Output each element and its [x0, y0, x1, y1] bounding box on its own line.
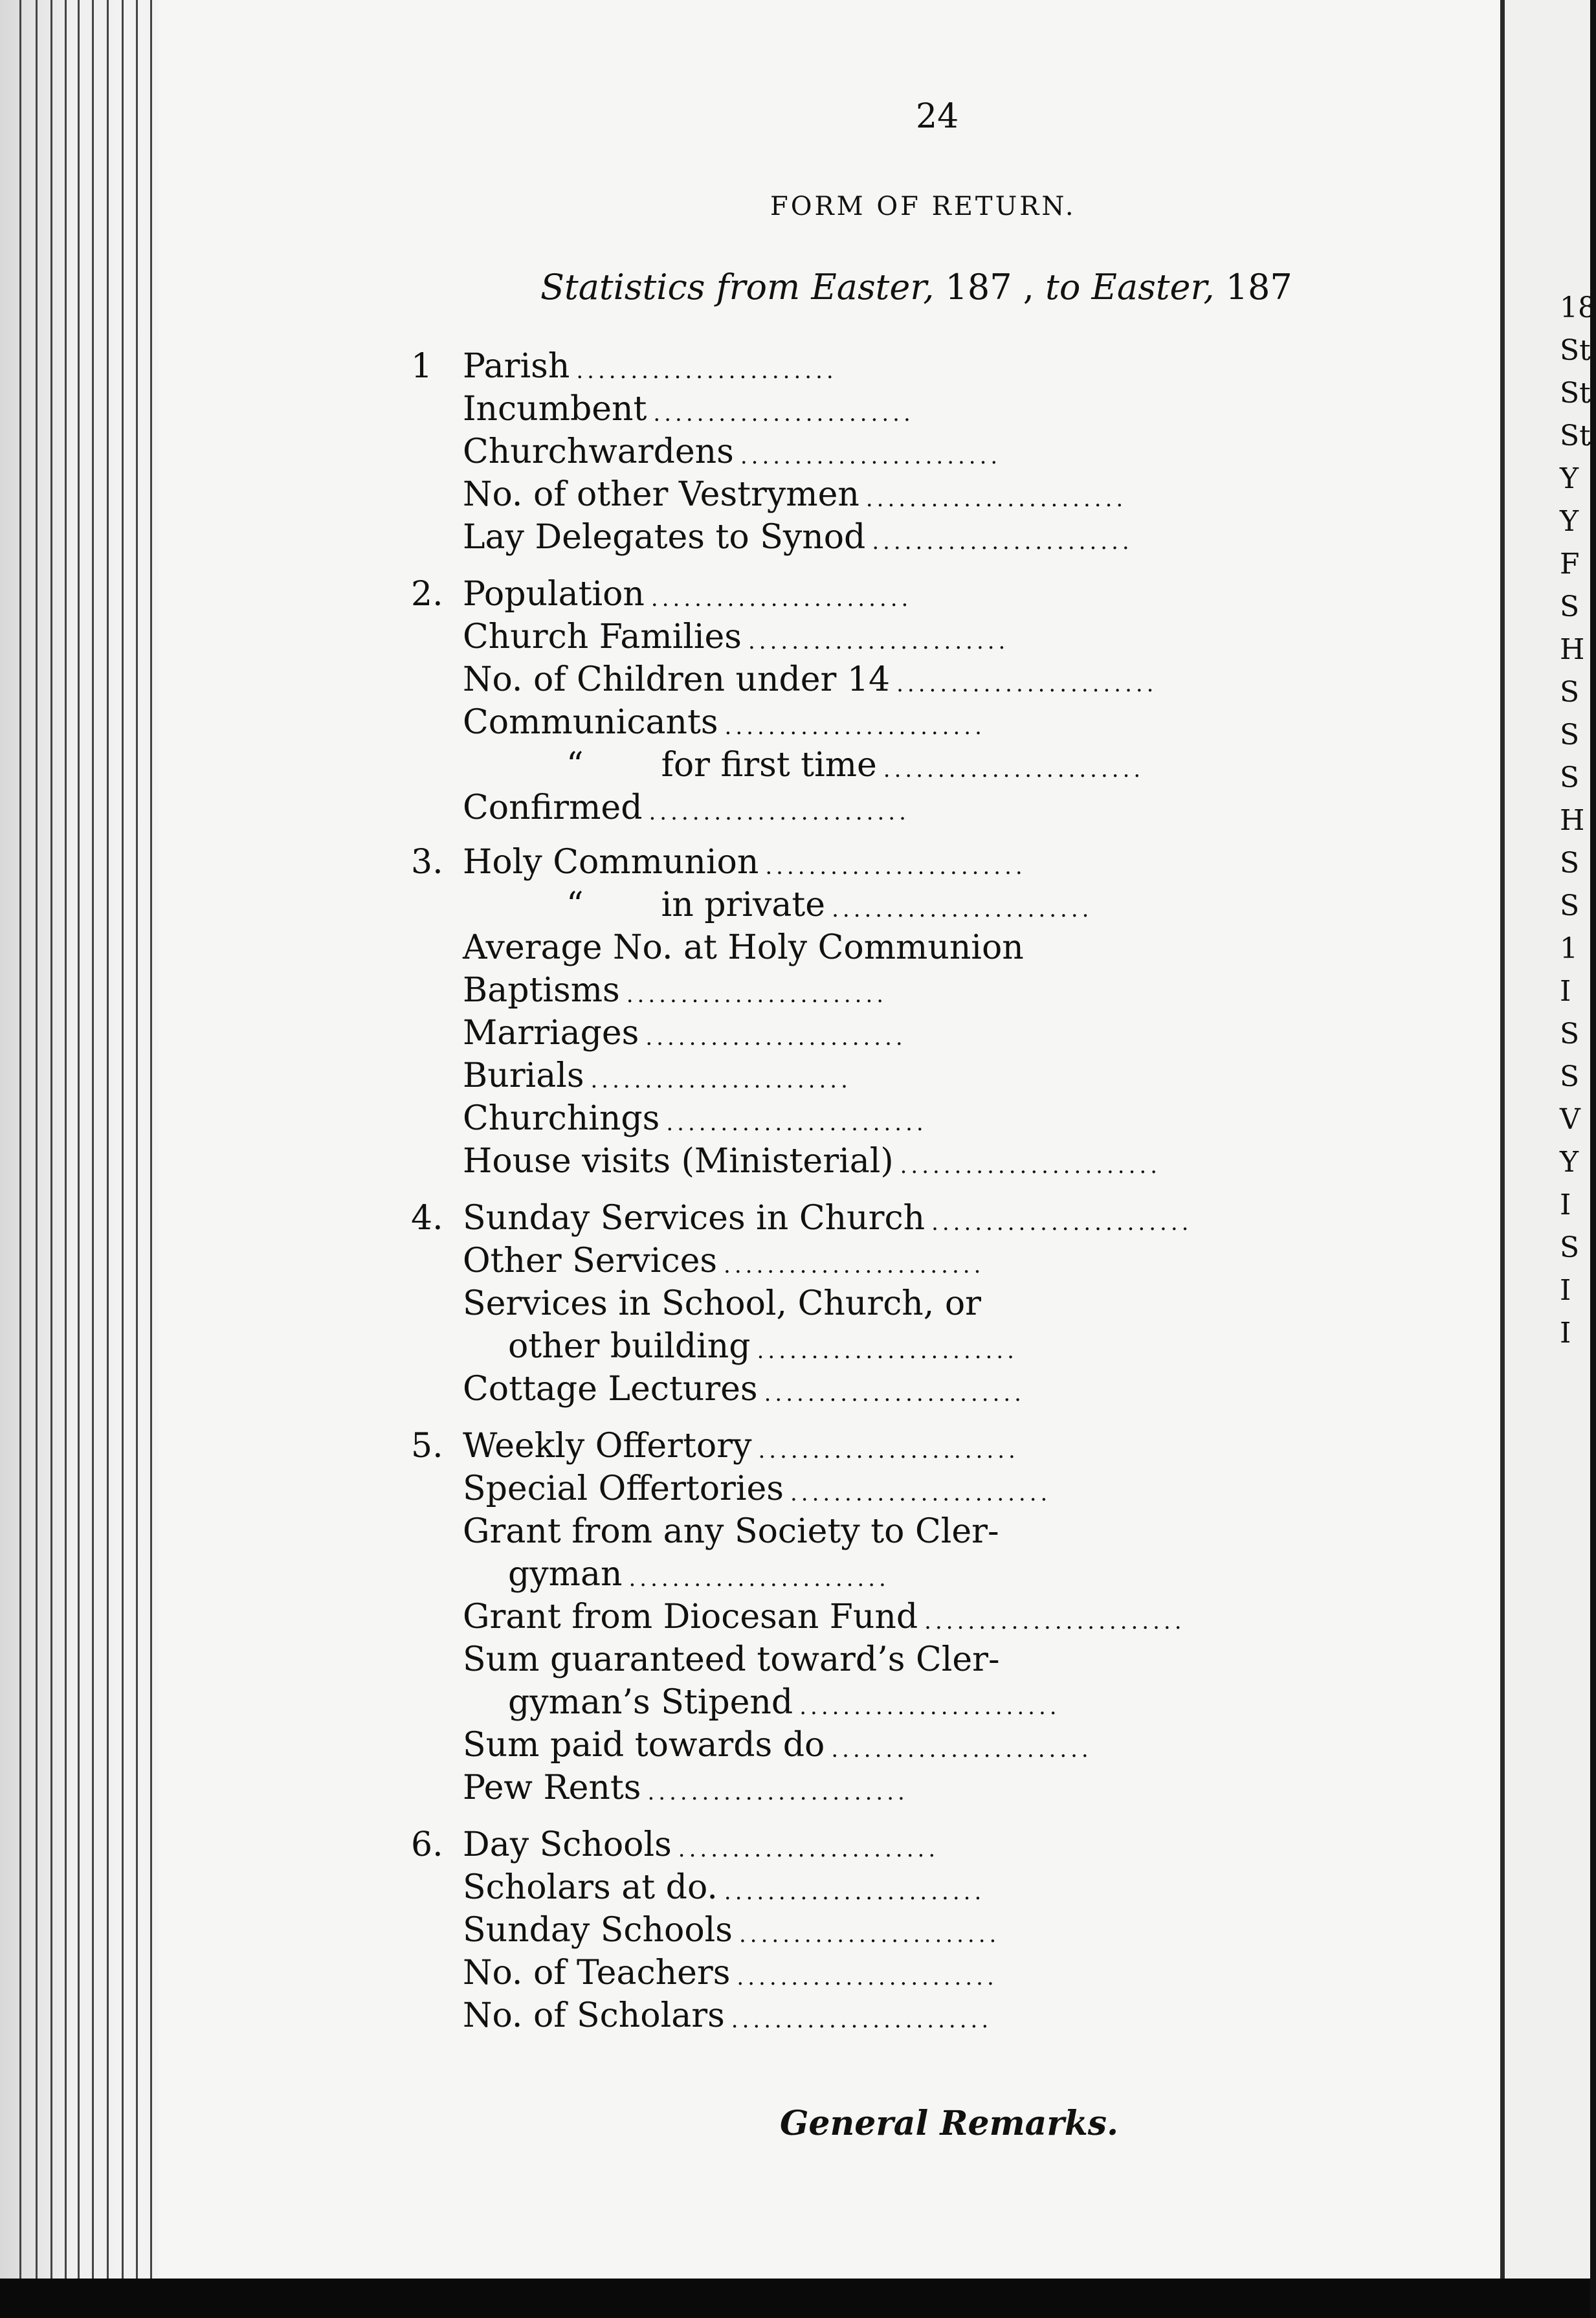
page-number: 24: [916, 97, 959, 136]
item-label: Grant from any Society to Cler-: [463, 1512, 999, 1551]
item-label: Sunday Schools: [463, 1911, 733, 1950]
leader-dots: ........................: [737, 1965, 998, 1990]
subtitle-part-a: Statistics from Easter,: [540, 267, 935, 307]
facing-page-fragment: S: [1560, 676, 1580, 709]
form-item-row: [401, 1825, 1074, 1864]
item-number: 4.: [411, 1199, 443, 1238]
item-label: Special Offertories: [463, 1469, 784, 1508]
facing-page-fragment: S: [1560, 847, 1580, 880]
item-label: Confirmed: [463, 788, 643, 827]
item-label: gyman: [508, 1555, 623, 1594]
item-number: 1: [411, 347, 433, 386]
leader-dots: ........................: [896, 671, 1158, 697]
leader-dots: ........................: [790, 1480, 1052, 1506]
leader-dots: ........................: [757, 1338, 1018, 1364]
form-item-row: [401, 1726, 1092, 1765]
item-label: Services in School, Church, or: [463, 1284, 982, 1323]
facing-page-fragment: S: [1560, 1231, 1580, 1264]
item-label: gyman’s Stipend: [508, 1683, 793, 1722]
item-label: Holy Communion: [463, 843, 759, 882]
item-label: Parish: [463, 347, 570, 386]
facing-page-fragment: I: [1560, 1317, 1571, 1350]
item-label: Sunday Services in Church: [463, 1199, 925, 1238]
form-item-row: [401, 1244, 1074, 1278]
leader-dots: ........................: [740, 443, 1002, 469]
form-item-row: [401, 347, 1074, 386]
leader-dots: ........................: [724, 1253, 985, 1278]
facing-page-fragment: S: [1560, 719, 1580, 752]
form-item-row: [401, 1056, 1074, 1095]
item-number: 6.: [411, 1825, 443, 1864]
form-item-row: [401, 1640, 1074, 1679]
form-item-row: [401, 1014, 1074, 1053]
general-remarks: General Remarks.: [780, 2104, 1119, 2143]
form-item-row: [401, 886, 1093, 924]
leader-dots: ........................: [831, 1737, 1092, 1763]
item-label: Scholars at do.: [463, 1868, 718, 1907]
leader-dots: ........................: [590, 1067, 852, 1093]
item-label: Pew Rents: [463, 1768, 641, 1807]
item-label: Cottage Lectures: [463, 1370, 758, 1409]
form-item-row: [401, 1327, 1074, 1366]
form-item-row: [401, 1996, 1074, 2035]
item-label: Communicants: [463, 703, 718, 742]
leader-dots: ........................: [924, 1609, 1186, 1634]
item-label: Marriages: [463, 1014, 639, 1053]
form-item-row: [401, 788, 1074, 827]
form-item-row: [401, 1284, 1074, 1323]
item-ditto-text: in private: [661, 886, 826, 924]
facing-page-fragment: I: [1560, 1274, 1571, 1307]
item-label: Lay Delegates to Synod: [463, 518, 866, 557]
leader-dots: ........................: [666, 1110, 927, 1136]
leader-dots: ........................: [764, 1381, 1025, 1407]
facing-page-fragment: St: [1560, 419, 1591, 452]
form-item-row: [401, 746, 1145, 785]
form-item-row: [401, 660, 1158, 699]
form-item-row: [401, 432, 1074, 471]
leader-dots: ........................: [724, 714, 986, 740]
facing-page-fragment: H: [1560, 804, 1585, 837]
form-item-row: [401, 1199, 1193, 1238]
facing-page-fragment: S: [1560, 590, 1580, 623]
form-item-row: [401, 1512, 1074, 1551]
item-label: Sum paid towards do: [463, 1726, 825, 1765]
leader-dots: ........................: [758, 1438, 1019, 1464]
leader-dots: ........................: [731, 2007, 993, 2033]
leader-dots: ........................: [653, 401, 914, 427]
item-number: 5.: [411, 1427, 443, 1465]
form-item-row: [401, 390, 1074, 429]
facing-page-fragment: S: [1560, 1018, 1580, 1051]
item-label: Burials: [463, 1056, 584, 1095]
facing-page-fragment: Y: [1560, 1146, 1579, 1179]
facing-page-fragment: 18: [1560, 291, 1596, 324]
leader-dots: ........................: [648, 799, 910, 825]
item-label: “: [566, 886, 584, 924]
form-item-row: [401, 971, 1074, 1010]
form-item-row: [401, 1429, 1074, 1463]
facing-page-fragment: Y: [1560, 462, 1579, 495]
facing-page-fragment: S: [1560, 889, 1580, 922]
facing-page-fragment: S: [1560, 761, 1580, 794]
leader-dots: ........................: [645, 1025, 907, 1051]
facing-page-fragment: I: [1560, 1188, 1571, 1221]
facing-page-fragment: St: [1560, 334, 1591, 367]
form-item-row: [401, 1469, 1074, 1508]
leader-dots: ........................: [647, 1779, 909, 1805]
item-label: Day Schools: [463, 1825, 672, 1864]
leader-dots: ........................: [931, 1210, 1193, 1236]
leader-dots: ........................: [678, 1836, 940, 1862]
item-label: “: [566, 746, 584, 785]
form-item-row: [401, 928, 1074, 967]
form-item-row: [401, 518, 1133, 557]
form-item-row: [401, 1099, 1074, 1138]
form-item-row: [401, 1911, 1074, 1950]
item-label: other building: [508, 1327, 751, 1366]
item-label: No. of Teachers: [463, 1954, 731, 1992]
item-label: No. of other Vestrymen: [463, 475, 859, 514]
form-item-row: [401, 575, 1074, 614]
item-label: Average No. at Holy Communion: [463, 928, 1024, 967]
leader-dots: ........................: [748, 629, 1010, 654]
item-label: Church Families: [463, 618, 742, 656]
leader-dots: ........................: [738, 1922, 1001, 1948]
item-label: No. of Scholars: [463, 1996, 725, 2035]
leader-dots: ........................: [626, 982, 888, 1008]
leader-dots: ........................: [765, 854, 1026, 880]
facing-page-fragment: 1: [1560, 932, 1578, 965]
leader-dots: ........................: [650, 586, 913, 612]
leader-dots: ........................: [576, 358, 837, 384]
item-number: 3.: [411, 843, 443, 882]
facing-page-fragments: [1560, 291, 1596, 1359]
leader-dots: ........................: [724, 1879, 986, 1905]
item-label: Baptisms: [463, 971, 620, 1010]
facing-page-fragment: F: [1560, 548, 1580, 581]
leader-dots: ........................: [900, 1153, 1162, 1179]
form-title: FORM OF RETURN.: [770, 192, 1076, 221]
form-item-row: [401, 1370, 1074, 1409]
item-label: Sum guaranteed toward’s Cler-: [463, 1640, 1000, 1679]
facing-page-fragment: S: [1560, 1060, 1580, 1093]
statistics-subtitle: [540, 267, 1292, 307]
item-label: Churchwardens: [463, 432, 734, 471]
form-item-row: [401, 1768, 1074, 1807]
leader-dots: ........................: [832, 897, 1093, 922]
subtitle-part-b: 187 ,: [945, 267, 1034, 307]
item-label: Other Services: [463, 1242, 718, 1280]
facing-page-fragment: Y: [1560, 505, 1579, 538]
subtitle-part-d: 187: [1225, 267, 1292, 307]
form-item-row: [401, 843, 1074, 882]
form-item-row: [401, 703, 1074, 742]
form-item-row: [401, 475, 1127, 514]
item-ditto-text: for first time: [661, 746, 877, 785]
facing-page-fragment: St: [1560, 377, 1591, 410]
leader-dots: ........................: [628, 1566, 890, 1592]
facing-page-fragment: H: [1560, 633, 1585, 666]
item-label: Grant from Diocesan Fund: [463, 1598, 918, 1636]
leader-dots: ........................: [865, 486, 1127, 512]
form-item-row: [401, 620, 1074, 654]
item-label: Incumbent: [463, 390, 647, 429]
form-item-row: [401, 1868, 1074, 1907]
item-number: 2.: [411, 575, 443, 614]
subtitle-part-c: to Easter,: [1045, 267, 1215, 307]
form-item-row: [401, 1555, 1074, 1594]
form-item-row: [401, 1598, 1186, 1636]
form-item-row: [401, 1956, 1074, 1990]
item-label: No. of Children under 14: [463, 660, 891, 699]
leader-dots: ........................: [799, 1694, 1061, 1720]
item-label: Population: [463, 575, 645, 614]
page-edge-stack: [0, 0, 168, 2279]
scan-bottom-border: [0, 2279, 1590, 2318]
leader-dots: ........................: [872, 529, 1133, 555]
item-label: Weekly Offertory: [463, 1427, 752, 1465]
form-item-row: [401, 1683, 1074, 1722]
facing-page-fragment: I: [1560, 975, 1571, 1008]
item-label: House visits (Ministerial): [463, 1142, 894, 1181]
leader-dots: ........................: [883, 757, 1145, 783]
item-label: Churchings: [463, 1099, 660, 1138]
facing-page-fragment: V: [1560, 1103, 1580, 1136]
form-item-row: [401, 1142, 1162, 1181]
